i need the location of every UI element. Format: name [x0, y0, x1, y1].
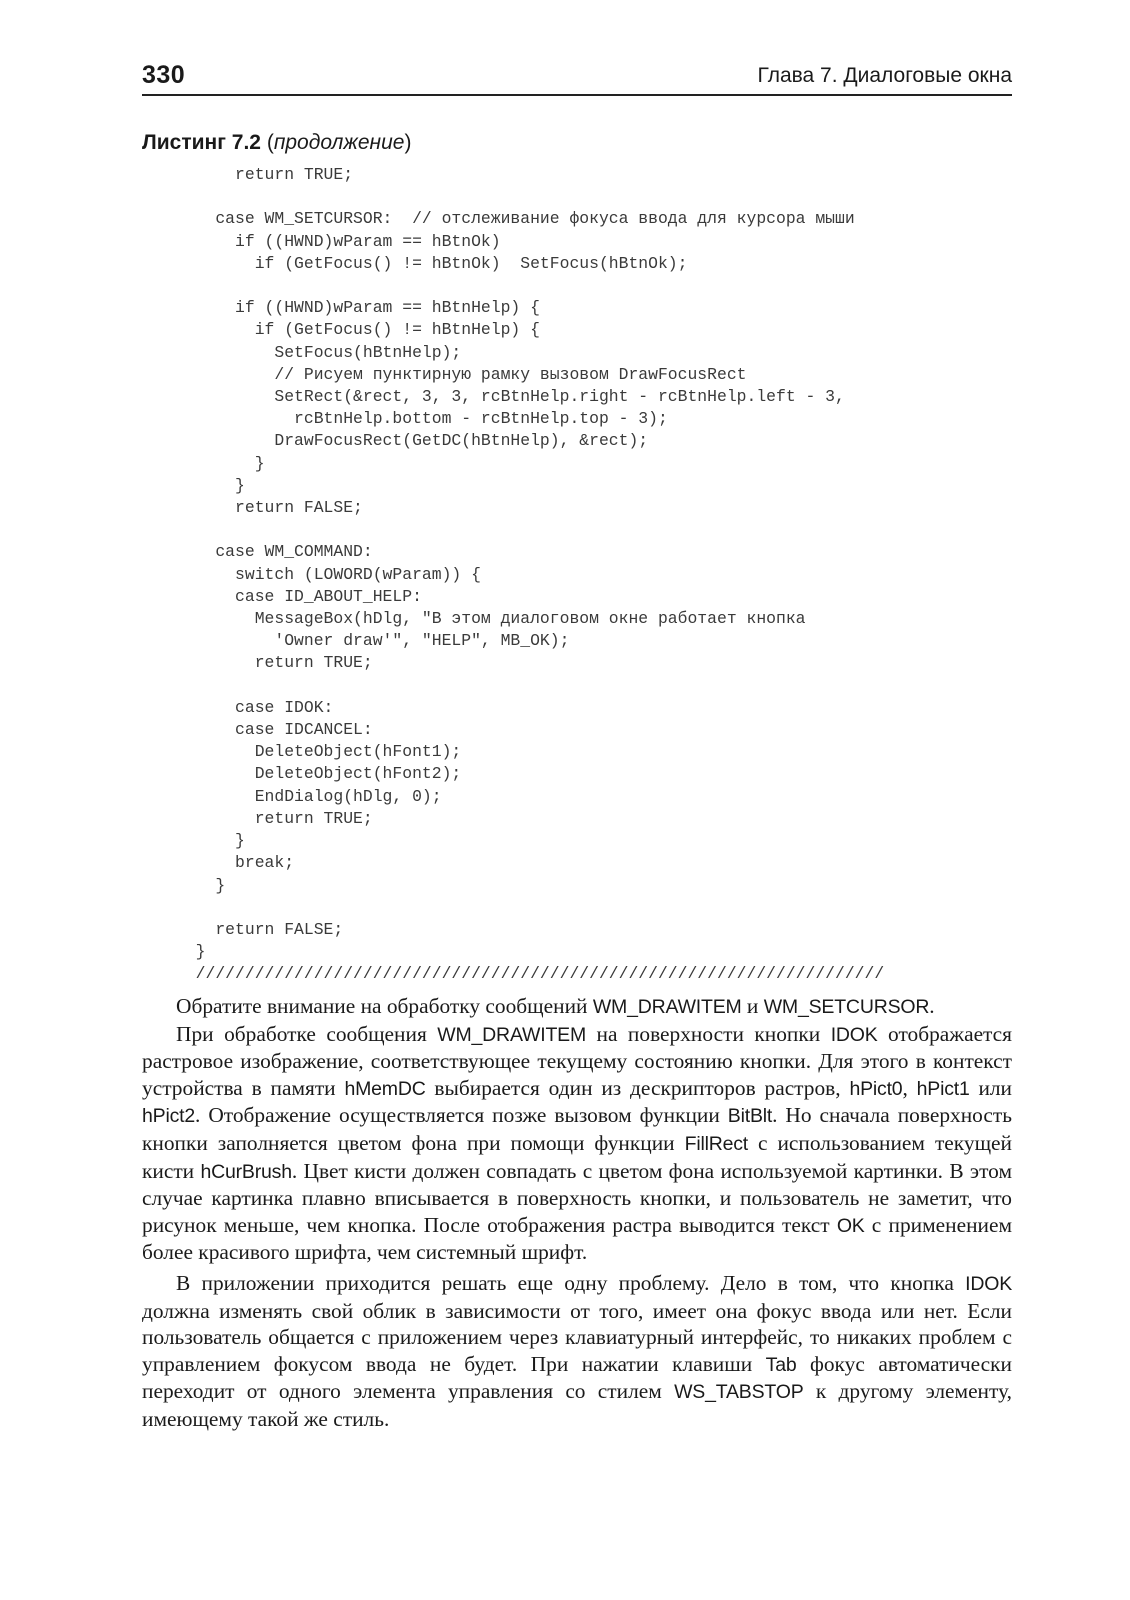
code-line: case IDCANCEL: — [176, 720, 373, 740]
code-line: if ((HWND)wParam == hBtnOk) — [176, 231, 501, 251]
code-line: EndDialog(hDlg, 0); — [176, 786, 442, 806]
text-run: В приложении приходится решать еще одну проблему. Дело в том, что кнопка — [176, 1270, 966, 1295]
inline-code: BitBlt — [727, 1105, 773, 1128]
inline-code: WM_DRAWITEM — [592, 996, 742, 1018]
code-line: } — [176, 831, 245, 851]
paragraph — [142, 1021, 1012, 1266]
text-run: на поверхности кнопки — [586, 1021, 831, 1046]
inline-code: IDOK — [965, 1272, 1012, 1295]
code-line: break; — [176, 853, 295, 873]
text-run: Обратите внимание на обработку сообщений — [176, 994, 593, 1018]
code-line: if (GetFocus() != hBtnOk) SetFocus(hBtnOk); — [176, 253, 688, 273]
code-line: return TRUE; — [176, 653, 373, 673]
code-line: DeleteObject(hFont1); — [176, 742, 462, 762]
code-line: switch (LOWORD(wParam)) { — [176, 564, 481, 584]
text-run: фокус автоматически переходит от одного элемента управления со стилем — [142, 1351, 1012, 1404]
inline-code: Tab — [765, 1353, 797, 1376]
code-listing — [176, 164, 884, 986]
text-run: или — [969, 1075, 1013, 1100]
body-text — [142, 993, 1012, 1433]
text-run: . Цвет кисти должен совпадать с цветом фона используемой картинки. В этом случае картинка плавно вписывается в поверхность кнопки, и пользователь не заметит, что рисунок меньше, чем кнопка. После отображения растра выводится текст — [142, 1158, 1012, 1237]
text-run: выбирается один из дескрипторов растров, — [425, 1075, 850, 1100]
code-line: rcBtnHelp.bottom - rcBtnHelp.top - 3); — [176, 409, 668, 429]
code-line: DeleteObject(hFont2); — [176, 764, 462, 784]
listing-paren-close: ) — [404, 131, 412, 154]
code-line: SetRect(&rect, 3, 3, rcBtnHelp.right - rcBtnHelp.left - 3, — [176, 387, 845, 407]
text-run: с применением более красивого шрифта, чем системный шрифт. — [142, 1212, 1012, 1265]
chapter-title: Глава 7. Диалоговые окна — [757, 64, 1012, 87]
code-line: case WM_COMMAND: — [176, 542, 373, 562]
text-run: и — [741, 994, 764, 1018]
listing-continuation: продолжение — [273, 131, 405, 154]
listing-paren-open: ( — [260, 131, 274, 154]
inline-code: OK — [836, 1214, 865, 1237]
inline-code: IDOK — [830, 1023, 878, 1046]
listing-number: Листинг 7.2 — [142, 131, 261, 154]
code-line: // Рисуем пунктирную рамку вызовом DrawFocusRect — [176, 364, 747, 384]
text-run: к другому элементу, имеющему такой же стиль. — [142, 1379, 1012, 1431]
code-line: } — [176, 453, 265, 473]
code-line: } — [176, 875, 226, 895]
text-run: . Отображение осуществляется позже вызовом функции — [195, 1103, 728, 1128]
text-run: . — [929, 994, 935, 1018]
code-line: DrawFocusRect(GetDC(hBtnHelp), &rect); — [176, 431, 649, 451]
code-line: return FALSE; — [176, 919, 344, 939]
code-line: MessageBox(hDlg, "В этом диалоговом окне работает кнопка — [176, 609, 806, 629]
text-run: с использованием текущей кисти — [142, 1130, 1012, 1183]
inline-code: hPict1 — [916, 1077, 970, 1100]
inline-code: hPict2 — [142, 1105, 195, 1128]
listing-title — [142, 128, 411, 158]
inline-code: WM_SETCURSOR — [763, 996, 930, 1018]
text-run: При обработке сообщения — [176, 1021, 438, 1046]
text-run: . Но сначала поверхность кнопки заполняется цветом фона при помощи функции — [142, 1103, 1012, 1155]
inline-code: hMemDC — [344, 1077, 426, 1100]
code-line: } — [176, 475, 245, 495]
code-line: if ((HWND)wParam == hBtnHelp) { — [176, 298, 540, 318]
paragraph — [142, 1270, 1012, 1433]
text-run: должна изменять свой облик в зависимости от того, имеет она фокус ввода или нет. Если пользователь общается с приложением через клавиатурный интерфейс, то никаких проблем с управлением фокусом ввода не будет. При нажатии клавиши — [142, 1298, 1012, 1376]
code-line: SetFocus(hBtnHelp); — [176, 342, 462, 362]
code-line: case IDOK: — [176, 697, 334, 717]
code-line: return TRUE; — [176, 808, 373, 828]
inline-code: FillRect — [684, 1132, 749, 1155]
code-line: return TRUE; — [176, 165, 354, 184]
code-line: case ID_ABOUT_HELP: — [176, 586, 422, 606]
inline-code: hCurBrush — [200, 1160, 292, 1183]
page-header — [142, 60, 1012, 96]
inline-code: hPict0 — [849, 1077, 903, 1100]
inline-code: WS_TABSTOP — [674, 1381, 804, 1404]
code-line: case WM_SETCURSOR: // отслеживание фокуса ввода для курсора мыши — [176, 209, 855, 229]
code-line: 'Owner draw'", "HELP", MB_OK); — [176, 631, 570, 651]
text-run: отображается растровое изображение, соответствующее текущему состоянию кнопки. Для этого в контекст устройства в памяти — [142, 1021, 1013, 1100]
code-line: if (GetFocus() != hBtnHelp) { — [176, 320, 540, 340]
inline-code: WM_DRAWITEM — [437, 1023, 587, 1046]
paragraph — [142, 993, 1012, 1021]
text-run: , — [902, 1075, 917, 1100]
page-number: 330 — [142, 61, 186, 89]
code-line: ////////////////////////////////////////////////////////////////////// — [176, 964, 885, 984]
code-line: return FALSE; — [176, 498, 363, 518]
code-line: } — [176, 942, 206, 962]
